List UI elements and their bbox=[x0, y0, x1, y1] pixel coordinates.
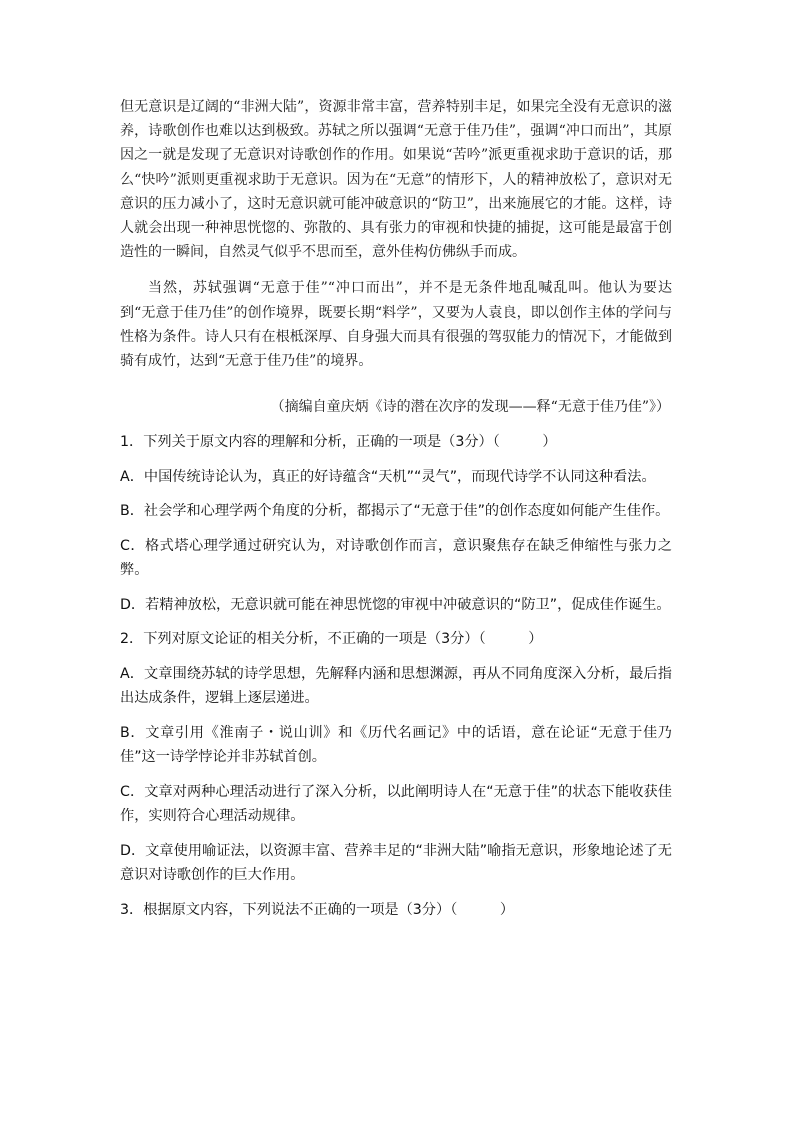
question-2 bbox=[120, 627, 672, 888]
question-stem: 1．下列关于原文内容的理解和分析，正确的一项是（3分）（ ） bbox=[120, 434, 557, 450]
option-b: B．文章引用《淮南子・说山训》和《历代名画记》中的话语，意在论证“无意于佳乃佳”这一诗学悖论并非苏轼首创。 bbox=[120, 724, 672, 765]
passage-paragraph-2: 当然，苏轼强调“无意于佳”“冲口而出”，并不是无条件地乱喊乱叫。他认为要达到“无意于佳乃佳”的创作境界，既要长期“料学”，又要为人袁良，即以创作主体的学问与性格为条件。诗人只有在根柢深厚、自身强大而具有很强的驾驭能力的情况下，才能做到骑有成竹，达到“无意于佳乃佳”的境界。 bbox=[120, 280, 672, 370]
option-a: A．文章围绕苏轼的诗学思想，先解释内涵和思想渊源，再从不同角度深入分析，最后指出达成条件，逻辑上逐层递进。 bbox=[120, 665, 672, 706]
option-c: C．文章对两种心理活动进行了深入分析，以此阐明诗人在“无意于佳”的状态下能收获佳作，实则符合心理活动规律。 bbox=[120, 783, 672, 824]
question-list bbox=[120, 430, 672, 932]
option-c: C．格式塔心理学通过研究认为，对诗歌创作而言，意识聚焦存在缺乏伸缩性与张力之弊。 bbox=[120, 537, 672, 578]
question-stem: 3．根据原文内容，下列说法不正确的一项是（3分）（ ） bbox=[120, 901, 515, 918]
question-3 bbox=[120, 898, 672, 923]
option-d: D．文章使用喻证法，以资源丰富、营养丰足的“非洲大陆”喻指无意识，形象地论述了无意识对诗歌创作的巨大作用。 bbox=[120, 842, 672, 883]
source-citation: （摘编自童庆炳《诗的潜在次序的发现——释“无意于佳乃佳”》） bbox=[270, 399, 670, 415]
question-stem: 2．下列对原文论证的相关分析，不正确的一项是（3分）（ ） bbox=[120, 631, 543, 647]
option-b: B．社会学和心理学两个角度的分析，都揭示了“无意于佳”的创作态度如何能产生佳作。 bbox=[120, 503, 670, 519]
passage-paragraph-1: 但无意识是辽阔的“非洲大陆”，资源非常丰富，营养特别丰足，如果完全没有无意识的滋养，诗歌创作也难以达到极致。苏轼之所以强调“无意于佳乃佳”，强调“冲口而出”，其原因之一就是发现了无意识对诗歌创作的作用。如果说“苦吟”派更重视求助于意识的话，那么“快吟”派则更重视求助于无意识。因为在“无意”的情形下，人的精神放松了，意识对无意识的压力减小了，这时无意识就可能冲破意识的“防卫”，出来施展它的才能。这样，诗人就会出现一种神思恍惚的、弥散的、具有张力的审视和快捷的捕捉，这可能是最富于创造性的一瞬间，自然灵气似乎不思而至，意外佳构仿佛纵手而成。 bbox=[120, 99, 672, 261]
reading-passage bbox=[120, 95, 672, 373]
option-d: D．若精神放松，无意识就可能在神思恍惚的审视中冲破意识的“防卫”，促成佳作诞生。 bbox=[120, 596, 671, 613]
question-1 bbox=[120, 430, 672, 617]
option-a: A．中国传统诗论认为，真正的好诗蕴含“天机”“灵气”，而现代诗学不认同这种看法。 bbox=[120, 468, 656, 485]
